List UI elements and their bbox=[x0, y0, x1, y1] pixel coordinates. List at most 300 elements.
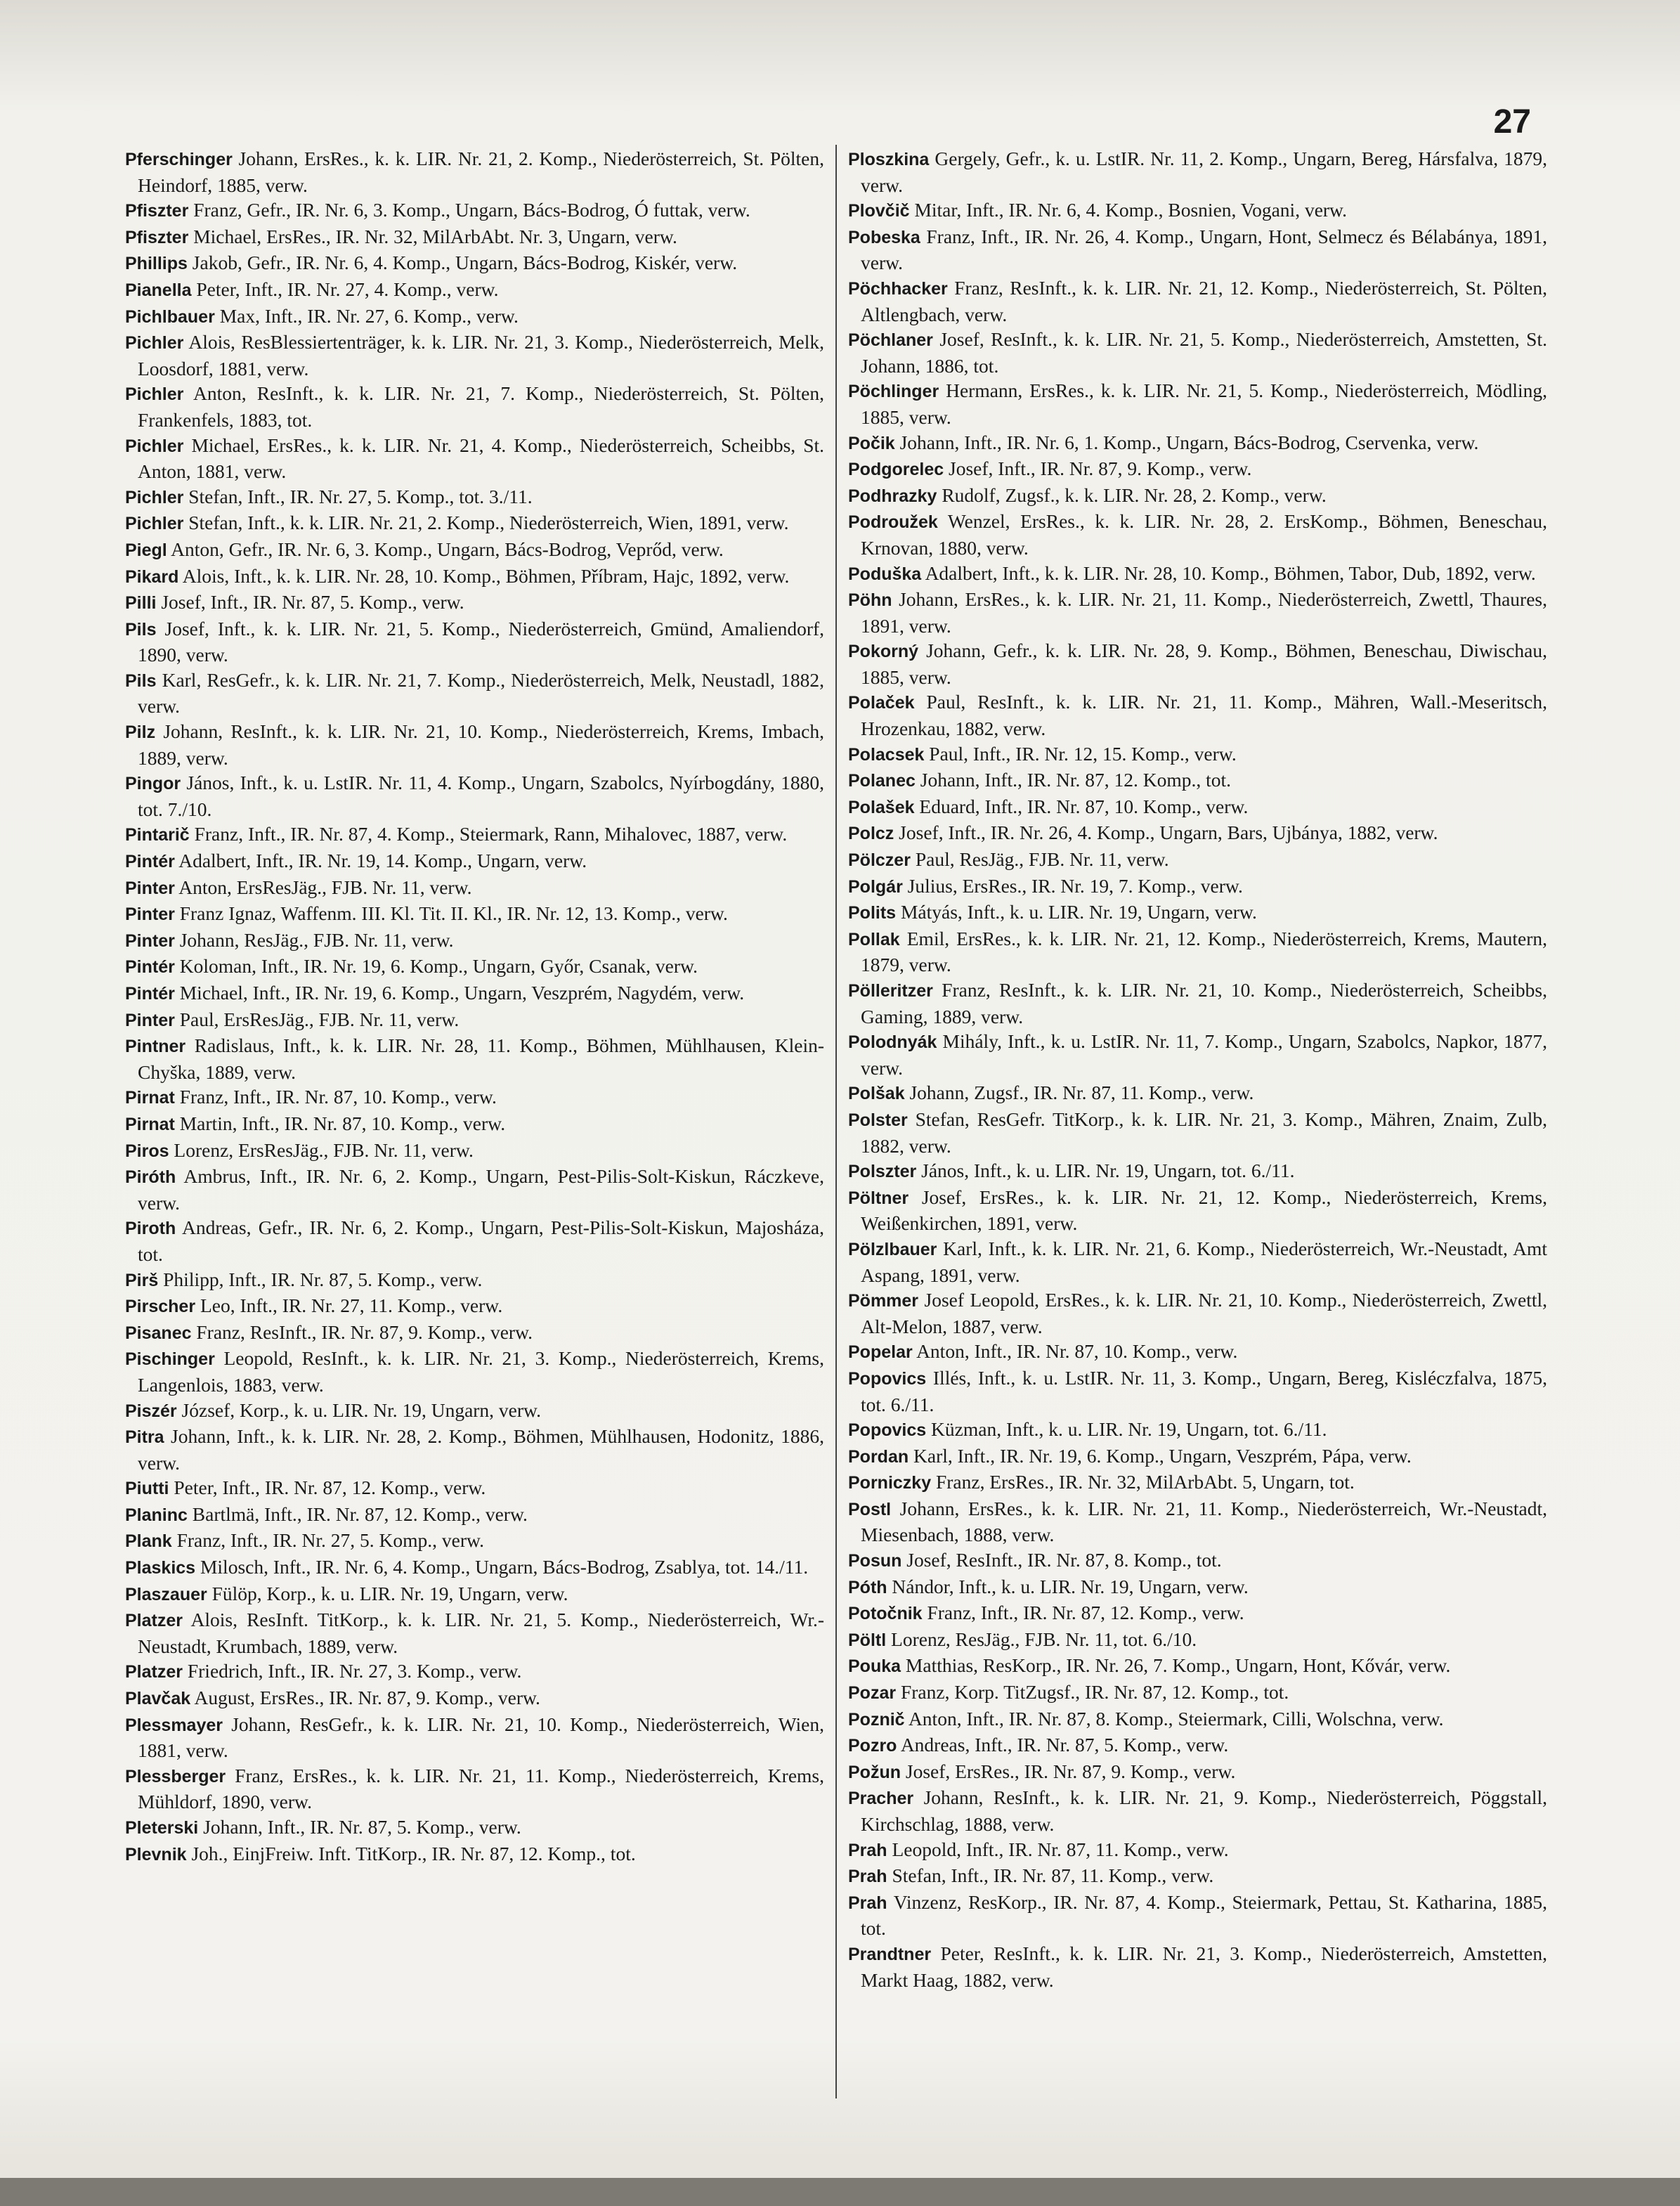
entry-surname: Plevnik bbox=[125, 1844, 187, 1864]
entry-surname: Pianella bbox=[125, 280, 192, 300]
entry-details: Johann, ResInft., k. k. LIR. Nr. 21, 10. Komp., Niederösterreich, Krems, Imbach, 1889, verw. bbox=[138, 720, 825, 769]
list-entry bbox=[125, 954, 824, 980]
entry-surname: Piros bbox=[125, 1141, 169, 1161]
entry-details: Mátyás, Inft., k. u. LIR. Nr. 19, Ungarn, verw. bbox=[900, 901, 1257, 923]
entry-surname: Polster bbox=[848, 1110, 908, 1130]
entry-surname: Plaszauer bbox=[125, 1584, 207, 1604]
entry-details: Stefan, ResGefr. TitKorp., k. k. LIR. Nr. 21, 3. Komp., Mähren, Znaim, Zulb, 1882, verw. bbox=[861, 1108, 1548, 1157]
entry-details: Josef, ErsRes., k. k. LIR. Nr. 21, 12. Komp., Niederösterreich, Krems, Weißenkirchen, 1891, verw. bbox=[861, 1186, 1548, 1235]
list-entry bbox=[125, 1320, 824, 1347]
entry-surname: Polašek bbox=[848, 797, 915, 817]
entry-details: Franz, Gefr., IR. Nr. 6, 3. Komp., Ungarn, Bács-Bodrog, Ó futtak, verw. bbox=[193, 199, 750, 221]
list-entry bbox=[125, 980, 824, 1007]
list-entry bbox=[848, 146, 1547, 197]
entry-details: Franz, Inft., IR. Nr. 26, 4. Komp., Ungarn, Hont, Selmecz és Bélabánya, 1891, verw. bbox=[861, 225, 1548, 274]
entry-details: Andreas, Gefr., IR. Nr. 6, 2. Komp., Ungarn, Pest-Pilis-Solt-Kiskun, Majosháza, tot. bbox=[138, 1216, 824, 1265]
list-entry bbox=[125, 1475, 824, 1502]
entry-surname: Poduška bbox=[848, 564, 922, 584]
list-entry bbox=[125, 1033, 824, 1084]
entry-surname: Piegl bbox=[125, 540, 167, 560]
list-entry bbox=[848, 224, 1547, 275]
list-entry bbox=[848, 926, 1547, 978]
list-entry bbox=[848, 1627, 1547, 1654]
entry-surname: Pils bbox=[125, 670, 157, 691]
entry-surname: Pouka bbox=[848, 1656, 901, 1677]
list-entry bbox=[125, 1502, 824, 1529]
entry-details: Stefan, Inft., k. k. LIR. Nr. 21, 2. Komp., Niederösterreich, Wien, 1891, verw. bbox=[188, 512, 789, 534]
entry-surname: Pömmer bbox=[848, 1291, 919, 1311]
entry-surname: Plavčak bbox=[125, 1689, 191, 1709]
entry-surname: Pichler bbox=[125, 487, 184, 507]
list-entry bbox=[848, 1417, 1547, 1443]
list-entry bbox=[125, 1712, 824, 1763]
entry-details: Josef, ResInft., IR. Nr. 87, 8. Komp., tot. bbox=[906, 1549, 1222, 1571]
list-entry bbox=[125, 719, 824, 770]
entry-details: Mitar, Inft., IR. Nr. 6, 4. Komp., Bosnien, Vogani, verw. bbox=[914, 199, 1348, 221]
entry-details: Franz, ResInft., IR. Nr. 87, 9. Komp., verw. bbox=[196, 1321, 533, 1343]
entry-details: Michael, Inft., IR. Nr. 19, 6. Komp., Ungarn, Veszprém, Nagydém, verw. bbox=[179, 982, 745, 1004]
entry-surname: Pozar bbox=[848, 1683, 897, 1704]
entry-details: Koloman, Inft., IR. Nr. 19, 6. Komp., Ungarn, Győr, Csanak, verw. bbox=[179, 955, 698, 978]
entry-surname: Phillips bbox=[125, 254, 188, 274]
entry-details: Franz, ErsRes., k. k. LIR. Nr. 21, 11. Komp., Niederösterreich, Krems, Mühldorf, 1890, verw. bbox=[138, 1764, 825, 1813]
entry-details: Ambrus, Inft., IR. Nr. 6, 2. Komp., Ungarn, Pest-Pilis-Solt-Kiskun, Ráczkeve, verw. bbox=[138, 1165, 824, 1214]
list-entry bbox=[848, 197, 1547, 224]
list-entry bbox=[125, 381, 824, 432]
entry-details: Jakob, Gefr., IR. Nr. 6, 4. Komp., Ungarn, Bács-Bodrog, Kiskér, verw. bbox=[192, 252, 738, 274]
entry-surname: Plessmayer bbox=[125, 1715, 223, 1735]
list-entry bbox=[125, 1164, 824, 1215]
list-entry bbox=[848, 1600, 1547, 1627]
list-entry bbox=[848, 1548, 1547, 1574]
entry-surname: Prah bbox=[848, 1893, 887, 1913]
list-entry bbox=[125, 537, 824, 564]
list-entry bbox=[848, 587, 1547, 638]
entry-surname: Plaskics bbox=[125, 1558, 196, 1578]
list-entry bbox=[848, 1080, 1547, 1107]
entry-details: Anton, Inft., IR. Nr. 87, 8. Komp., Steiermark, Cilli, Wolschna, verw. bbox=[908, 1707, 1444, 1730]
entry-details: Josef, Inft., IR. Nr. 87, 5. Komp., verw. bbox=[161, 591, 464, 614]
entry-surname: Pirnat bbox=[125, 1114, 175, 1134]
entry-surname: Pichler bbox=[125, 514, 184, 534]
entry-surname: Poznič bbox=[848, 1709, 905, 1730]
entry-surname: Pinter bbox=[125, 930, 175, 951]
entry-surname: Pöhn bbox=[848, 590, 892, 611]
list-entry bbox=[125, 1607, 824, 1659]
entry-details: Johann, ResGefr., k. k. LIR. Nr. 21, 10. Komp., Niederösterreich, Wien, 1881, verw. bbox=[138, 1713, 824, 1762]
list-entry bbox=[848, 1469, 1547, 1496]
entry-details: Leopold, ResInft., k. k. LIR. Nr. 21, 3. Komp., Niederösterreich, Krems, Langenlois, 1883, verw. bbox=[138, 1347, 824, 1396]
list-entry bbox=[848, 820, 1547, 847]
entry-surname: Pichler bbox=[125, 384, 184, 405]
entry-details: Johann, Zugsf., IR. Nr. 87, 11. Komp., verw. bbox=[909, 1082, 1254, 1104]
list-entry bbox=[848, 794, 1547, 821]
list-entry bbox=[848, 1107, 1547, 1158]
list-entry bbox=[125, 1267, 824, 1294]
entry-details: Friedrich, Inft., IR. Nr. 27, 3. Komp., verw. bbox=[187, 1660, 522, 1682]
entry-surname: Pirš bbox=[125, 1270, 159, 1290]
entry-surname: Platzer bbox=[125, 1662, 183, 1682]
column-divider bbox=[835, 145, 837, 2098]
entry-details: Anton, ResInft., k. k. LIR. Nr. 21, 7. Komp., Niederösterreich, St. Pölten, Frankenfels, 1883, tot. bbox=[138, 382, 824, 431]
entry-details: Johann, ErsRes., k. k. LIR. Nr. 21, 2. Komp., Niederösterreich, St. Pölten, Heindorf, 1885, verw. bbox=[138, 148, 824, 196]
list-entry bbox=[125, 197, 824, 224]
list-entry bbox=[848, 378, 1547, 429]
entry-surname: Pozro bbox=[848, 1736, 897, 1756]
entry-surname: Prandtner bbox=[848, 1944, 932, 1964]
list-entry bbox=[125, 304, 824, 330]
page-bottom-edge bbox=[0, 2178, 1680, 2206]
list-entry bbox=[125, 1398, 824, 1425]
entry-details: Franz Ignaz, Waffenm. III. Kl. Tit. II. Kl., IR. Nr. 12, 13. Komp., verw. bbox=[179, 902, 728, 925]
entry-surname: Prah bbox=[848, 1840, 887, 1860]
entry-details: Peter, Inft., IR. Nr. 87, 12. Komp., verw. bbox=[174, 1477, 486, 1499]
entry-details: Paul, ResInft., k. k. LIR. Nr. 21, 11. Komp., Mähren, Wall.-Meseritsch, Hrozenkau, 1882, verw. bbox=[861, 691, 1547, 740]
list-entry bbox=[848, 1785, 1547, 1836]
entry-surname: Podhrazky bbox=[848, 486, 937, 506]
entry-surname: Polits bbox=[848, 903, 897, 923]
entry-details: Johann, ErsRes., k. k. LIR. Nr. 21, 11. Komp., Niederösterreich, Wr.-Neustadt, Miesenbach, 1888, verw. bbox=[861, 1497, 1547, 1546]
list-entry bbox=[125, 1215, 824, 1266]
list-entry bbox=[125, 1111, 824, 1138]
entry-surname: Polcz bbox=[848, 824, 894, 844]
entry-details: Alois, ResBlessiertenträger, k. k. LIR. Nr. 21, 3. Komp., Niederösterreich, Melk, Loosdorf, 1881, verw. bbox=[138, 331, 824, 379]
entry-surname: Popovics bbox=[848, 1368, 927, 1389]
list-entry bbox=[125, 1084, 824, 1111]
entry-details: Franz, ResInft., k. k. LIR. Nr. 21, 10. Komp., Niederösterreich, Scheibbs, Gaming, 1889, verw. bbox=[861, 979, 1547, 1027]
entry-details: Paul, ResJäg., FJB. Nr. 11, verw. bbox=[915, 848, 1169, 871]
entry-details: Paul, Inft., IR. Nr. 12, 15. Komp., verw. bbox=[929, 742, 1237, 765]
list-entry bbox=[848, 638, 1547, 689]
entry-details: Gergely, Gefr., k. u. LstIR. Nr. 11, 2. Komp., Ungarn, Bereg, Hársfalva, 1879, verw. bbox=[861, 148, 1547, 196]
list-entry bbox=[848, 1443, 1547, 1470]
entry-details: Stefan, Inft., IR. Nr. 87, 11. Komp., verw. bbox=[892, 1864, 1214, 1887]
entry-surname: Pracher bbox=[848, 1789, 914, 1809]
list-entry bbox=[848, 275, 1547, 327]
list-entry bbox=[125, 330, 824, 381]
entry-surname: Pintér bbox=[125, 957, 175, 978]
list-entry bbox=[848, 483, 1547, 510]
entry-surname: Póth bbox=[848, 1577, 887, 1597]
entry-surname: Plovčič bbox=[848, 201, 910, 221]
entry-details: Eduard, Inft., IR. Nr. 87, 10. Komp., verw. bbox=[919, 795, 1249, 817]
entry-surname: Postl bbox=[848, 1499, 892, 1519]
list-entry bbox=[125, 590, 824, 616]
entry-surname: Pintér bbox=[125, 852, 175, 872]
list-entry bbox=[125, 668, 824, 719]
entry-details: Peter, Inft., IR. Nr. 27, 4. Komp., verw. bbox=[196, 278, 499, 300]
list-entry bbox=[848, 978, 1547, 1029]
entry-details: Lorenz, ResJäg., FJB. Nr. 11, tot. 6./10. bbox=[891, 1628, 1197, 1650]
entry-surname: Porniczky bbox=[848, 1473, 932, 1493]
list-entry bbox=[125, 1841, 824, 1868]
entry-surname: Pirscher bbox=[125, 1297, 196, 1317]
list-entry bbox=[848, 767, 1547, 794]
entry-surname: Pischinger bbox=[125, 1349, 215, 1370]
entry-surname: Pichlbauer bbox=[125, 306, 215, 327]
entry-details: Martin, Inft., IR. Nr. 87, 10. Komp., verw. bbox=[179, 1112, 506, 1134]
entry-details: Mihály, Inft., k. u. LstIR. Nr. 11, 7. Komp., Ungarn, Szabolcs, Napkor, 1877, verw. bbox=[861, 1030, 1548, 1079]
list-entry bbox=[125, 510, 824, 537]
entry-surname: Pfiszter bbox=[125, 201, 189, 221]
list-entry bbox=[125, 277, 824, 304]
entry-details: Karl, ResGefr., k. k. LIR. Nr. 21, 7. Komp., Niederösterreich, Melk, Neustadl, 1882, verw. bbox=[138, 668, 825, 718]
entry-surname: Piroth bbox=[125, 1219, 176, 1239]
entry-surname: Pinter bbox=[125, 904, 175, 925]
list-entry bbox=[848, 1287, 1547, 1339]
left-column bbox=[125, 146, 824, 1867]
list-entry bbox=[848, 1759, 1547, 1786]
entry-details: Nándor, Inft., k. u. LIR. Nr. 19, Ungarn, verw. bbox=[892, 1575, 1249, 1597]
entry-surname: Pöchlinger bbox=[848, 382, 939, 402]
entry-surname: Polanec bbox=[848, 771, 916, 791]
entry-details: Johann, Gefr., k. k. LIR. Nr. 28, 9. Komp., Böhmen, Beneschau, Diwischau, 1885, verw. bbox=[861, 640, 1547, 688]
list-entry bbox=[125, 433, 824, 484]
entry-surname: Polaček bbox=[848, 693, 915, 713]
entry-details: János, Inft., k. u. LIR. Nr. 19, Ungarn, tot. 6./11. bbox=[921, 1160, 1295, 1182]
list-entry bbox=[125, 1659, 824, 1685]
entry-surname: Pferschinger bbox=[125, 150, 233, 169]
list-entry bbox=[848, 1339, 1547, 1365]
entry-details: Andreas, Inft., IR. Nr. 87, 5. Komp., verw. bbox=[900, 1734, 1229, 1756]
entry-details: Küzman, Inft., k. u. LIR. Nr. 19, Ungarn, tot. 6./11. bbox=[931, 1418, 1327, 1441]
entry-details: Alois, ResInft. TitKorp., k. k. LIR. Nr. 21, 5. Komp., Niederösterreich, Wr.-Neustadt, Krumbach, 1889, verw. bbox=[138, 1609, 824, 1657]
list-entry bbox=[848, 430, 1547, 457]
entry-details: Johann, Inft., IR. Nr. 6, 1. Komp., Ungarn, Bács-Bodrog, Cservenka, verw. bbox=[899, 431, 1479, 453]
list-entry bbox=[848, 1029, 1547, 1080]
entry-surname: Pintner bbox=[125, 1037, 186, 1057]
list-entry bbox=[125, 901, 824, 928]
list-entry bbox=[125, 564, 824, 590]
entry-details: Stefan, Inft., IR. Nr. 27, 5. Komp., tot. 3./11. bbox=[188, 485, 533, 507]
entry-surname: Popovics bbox=[848, 1420, 927, 1441]
list-entry bbox=[848, 1837, 1547, 1864]
list-entry bbox=[848, 561, 1547, 588]
list-entry bbox=[848, 1158, 1547, 1185]
entry-details: Matthias, ResKorp., IR. Nr. 26, 7. Komp., Ungarn, Hont, Kővár, verw. bbox=[905, 1654, 1451, 1677]
entry-surname: Počik bbox=[848, 433, 895, 453]
list-entry bbox=[125, 1763, 824, 1815]
entry-details: Adalbert, Inft., IR. Nr. 19, 14. Komp., Ungarn, verw. bbox=[178, 850, 587, 872]
entry-details: Franz, ResInft., k. k. LIR. Nr. 21, 12. Komp., Niederösterreich, St. Pölten, Altlengbach, verw. bbox=[861, 276, 1547, 325]
entry-surname: Pollak bbox=[848, 929, 900, 949]
list-entry bbox=[125, 484, 824, 511]
entry-surname: Piróth bbox=[125, 1167, 176, 1188]
entry-details: Philipp, Inft., IR. Nr. 87, 5. Komp., verw. bbox=[163, 1268, 483, 1290]
list-entry bbox=[125, 928, 824, 954]
entry-surname: Pordan bbox=[848, 1446, 909, 1467]
entry-surname: Potočnik bbox=[848, 1604, 923, 1624]
list-entry bbox=[848, 741, 1547, 768]
entry-details: Johann, Inft., k. k. LIR. Nr. 28, 2. Komp., Böhmen, Mühlhausen, Hodonitz, 1886, verw. bbox=[138, 1425, 824, 1474]
list-entry bbox=[848, 1653, 1547, 1680]
entry-surname: Ploszkina bbox=[848, 150, 930, 169]
entry-surname: Posun bbox=[848, 1551, 902, 1571]
entry-surname: Popelar bbox=[848, 1342, 913, 1363]
entry-details: József, Korp., k. u. LIR. Nr. 19, Ungarn, verw. bbox=[181, 1399, 541, 1421]
entry-details: Franz, Inft., IR. Nr. 27, 5. Komp., verw. bbox=[176, 1529, 484, 1552]
entry-details: Julius, ErsRes., IR. Nr. 19, 7. Komp., verw. bbox=[907, 874, 1243, 897]
entry-details: Fülöp, Korp., k. u. LIR. Nr. 19, Ungarn, verw. bbox=[211, 1582, 568, 1604]
list-entry bbox=[848, 847, 1547, 874]
entry-surname: Polšak bbox=[848, 1084, 905, 1104]
entry-details: Lorenz, ErsResJäg., FJB. Nr. 11, verw. bbox=[174, 1138, 474, 1161]
entry-details: Johann, Inft., IR. Nr. 87, 12. Komp., tot. bbox=[920, 769, 1232, 791]
list-entry bbox=[125, 1555, 824, 1581]
list-entry bbox=[848, 1732, 1547, 1759]
entry-surname: Piszér bbox=[125, 1401, 177, 1421]
list-entry bbox=[848, 874, 1547, 900]
list-entry bbox=[125, 1685, 824, 1712]
entry-details: Franz, Inft., IR. Nr. 87, 10. Komp., verw. bbox=[179, 1086, 497, 1108]
entry-details: Peter, ResInft., k. k. LIR. Nr. 21, 3. Komp., Niederösterreich, Amstetten, Markt Haag, 1882, verw. bbox=[861, 1942, 1547, 1991]
entry-details: Wenzel, ErsRes., k. k. LIR. Nr. 28, 2. ErsKomp., Böhmen, Beneschau, Krnovan, 1880, verw. bbox=[861, 510, 1547, 559]
entry-details: Milosch, Inft., IR. Nr. 6, 4. Komp., Ungarn, Bács-Bodrog, Zsablya, tot. 14./11. bbox=[200, 1556, 809, 1578]
entry-details: Hermann, ErsRes., k. k. LIR. Nr. 21, 5. Komp., Niederösterreich, Mödling, 1885, verw. bbox=[861, 379, 1547, 428]
entry-details: Johann, ResJäg., FJB. Nr. 11, verw. bbox=[179, 928, 454, 951]
entry-surname: Plank bbox=[125, 1531, 172, 1552]
entry-details: Bartlmä, Inft., IR. Nr. 87, 12. Komp., verw. bbox=[192, 1503, 528, 1525]
entry-details: Anton, Gefr., IR. Nr. 6, 3. Komp., Ungarn, Bács-Bodrog, Veprőd, verw. bbox=[171, 538, 724, 560]
list-entry bbox=[848, 689, 1547, 741]
list-entry bbox=[125, 1815, 824, 1841]
entry-surname: Pikard bbox=[125, 566, 179, 587]
entry-surname: Pfiszter bbox=[125, 227, 189, 247]
list-entry bbox=[125, 848, 824, 875]
list-entry bbox=[848, 1185, 1547, 1236]
list-entry bbox=[125, 1138, 824, 1164]
list-entry bbox=[125, 1424, 824, 1475]
list-entry bbox=[848, 1496, 1547, 1548]
list-entry bbox=[125, 822, 824, 848]
entry-details: Paul, ErsResJäg., FJB. Nr. 11, verw. bbox=[179, 1008, 460, 1030]
entry-surname: Pokorný bbox=[848, 642, 919, 662]
entry-details: Franz, ErsRes., IR. Nr. 32, MilArbAbt. 5, Ungarn, tot. bbox=[935, 1471, 1355, 1493]
list-entry bbox=[848, 1706, 1547, 1733]
entry-surname: Pichler bbox=[125, 436, 184, 456]
entry-surname: Pleterski bbox=[125, 1818, 199, 1838]
entry-details: Anton, ErsResJäg., FJB. Nr. 11, verw. bbox=[178, 876, 472, 898]
entry-surname: Pölleritzer bbox=[848, 981, 933, 1001]
entry-details: Max, Inft., IR. Nr. 27, 6. Komp., verw. bbox=[219, 304, 519, 327]
list-entry bbox=[848, 456, 1547, 483]
entry-details: Josef, Inft., k. k. LIR. Nr. 21, 5. Komp., Niederösterreich, Gmünd, Amaliendorf, 1890, verw. bbox=[138, 617, 825, 666]
entry-surname: Platzer bbox=[125, 1611, 183, 1631]
entry-surname: Pölczer bbox=[848, 850, 911, 871]
entry-details: Josef, Inft., IR. Nr. 26, 4. Komp., Ungarn, Bars, Ujbánya, 1882, verw. bbox=[899, 822, 1438, 844]
entry-surname: Pisanec bbox=[125, 1323, 192, 1343]
entry-details: Franz, Inft., IR. Nr. 87, 4. Komp., Steiermark, Rann, Mihalovec, 1887, verw. bbox=[194, 823, 788, 845]
page-number: 27 bbox=[1493, 103, 1531, 141]
entry-details: Emil, ErsRes., k. k. LIR. Nr. 21, 12. Komp., Niederösterreich, Krems, Mautern, 1879, verw. bbox=[861, 927, 1548, 976]
entry-surname: Pilz bbox=[125, 722, 156, 743]
entry-surname: Pintér bbox=[125, 984, 175, 1004]
entry-surname: Polacsek bbox=[848, 744, 925, 765]
list-entry bbox=[125, 1007, 824, 1034]
entry-details: Karl, Inft., k. k. LIR. Nr. 21, 6. Komp., Niederösterreich, Wr.-Neustadt, Amt Aspang, 1891, verw. bbox=[861, 1237, 1547, 1286]
entry-details: Rudolf, Zugsf., k. k. LIR. Nr. 28, 2. Komp., verw. bbox=[942, 484, 1327, 506]
entry-surname: Pöltner bbox=[848, 1188, 909, 1208]
entry-surname: Plessberger bbox=[125, 1766, 226, 1786]
entry-details: Radislaus, Inft., k. k. LIR. Nr. 28, 11. Komp., Böhmen, Mühlhausen, Klein-Chyška, 1889, verw. bbox=[138, 1034, 824, 1083]
list-entry bbox=[848, 1365, 1547, 1417]
list-entry bbox=[848, 1890, 1547, 1941]
entry-details: Leo, Inft., IR. Nr. 27, 11. Komp., verw. bbox=[200, 1295, 503, 1317]
entry-surname: Pölzlbauer bbox=[848, 1239, 937, 1259]
entry-details: Illés, Inft., k. u. LstIR. Nr. 11, 3. Komp., Ungarn, Bereg, Kisléczfalva, 1875, tot. 6./11. bbox=[861, 1366, 1547, 1415]
entry-details: Franz, Korp. TitZugsf., IR. Nr. 87, 12. Komp., tot. bbox=[900, 1681, 1289, 1704]
entry-details: Joh., EinjFreiw. Inft. TitKorp., IR. Nr. 87, 12. Komp., tot. bbox=[191, 1842, 636, 1864]
entry-surname: Pichler bbox=[125, 333, 184, 353]
list-entry bbox=[848, 900, 1547, 926]
entry-details: Josef Leopold, ErsRes., k. k. LIR. Nr. 21, 10. Komp., Niederösterreich, Zwettl, Alt-Melon, 1887, verw. bbox=[861, 1289, 1547, 1337]
entry-details: Josef, Inft., IR. Nr. 87, 9. Komp., verw. bbox=[949, 458, 1252, 480]
entry-details: Johann, Inft., IR. Nr. 87, 5. Komp., verw. bbox=[203, 1816, 521, 1838]
entry-surname: Podroužek bbox=[848, 512, 938, 533]
entry-surname: Požun bbox=[848, 1762, 901, 1782]
list-entry bbox=[125, 1346, 824, 1397]
entry-details: Alois, Inft., k. k. LIR. Nr. 28, 10. Komp., Böhmen, Příbram, Hajc, 1892, verw. bbox=[182, 564, 790, 587]
entry-surname: Pobeska bbox=[848, 227, 920, 247]
entry-surname: Pitra bbox=[125, 1427, 164, 1448]
entry-surname: Polgár bbox=[848, 876, 903, 897]
entry-surname: Piutti bbox=[125, 1479, 169, 1499]
entry-details: Anton, Inft., IR. Nr. 87, 10. Komp., verw. bbox=[916, 1340, 1238, 1363]
list-entry bbox=[848, 1574, 1547, 1601]
entry-surname: Pirnat bbox=[125, 1088, 175, 1108]
entry-surname: Pilli bbox=[125, 593, 157, 614]
list-entry bbox=[125, 875, 824, 902]
entry-surname: Pinter bbox=[125, 1010, 175, 1030]
right-column bbox=[848, 146, 1547, 1992]
list-entry bbox=[848, 1863, 1547, 1890]
entry-surname: Pingor bbox=[125, 774, 181, 794]
entry-surname: Pintarič bbox=[125, 825, 190, 845]
entry-surname: Polodnyák bbox=[848, 1032, 937, 1053]
entry-surname: Pöchhacker bbox=[848, 278, 948, 299]
entry-details: Vinzenz, ResKorp., IR. Nr. 87, 4. Komp., Steiermark, Pettau, St. Katharina, 1885, tot. bbox=[861, 1890, 1547, 1940]
list-entry bbox=[125, 250, 824, 277]
entry-surname: Planinc bbox=[125, 1505, 188, 1525]
list-entry bbox=[848, 327, 1547, 378]
entry-surname: Podgorelec bbox=[848, 460, 944, 480]
entry-surname: Pöchlaner bbox=[848, 330, 933, 351]
list-entry bbox=[848, 509, 1547, 560]
entry-details: Johann, ErsRes., k. k. LIR. Nr. 21, 11. Komp., Niederösterreich, Zwettl, Thaures, 1891, verw. bbox=[861, 588, 1547, 637]
list-entry bbox=[848, 1941, 1547, 1992]
list-entry bbox=[125, 224, 824, 251]
list-entry bbox=[848, 1680, 1547, 1706]
list-entry bbox=[125, 1581, 824, 1608]
entry-details: Michael, ErsRes., k. k. LIR. Nr. 21, 4. Komp., Niederösterreich, Scheibbs, St. Anton, 1881, verw. bbox=[138, 434, 825, 483]
entry-details: Adalbert, Inft., k. k. LIR. Nr. 28, 10. Komp., Böhmen, Tabor, Dub, 1892, verw. bbox=[925, 562, 1536, 584]
list-entry bbox=[125, 146, 824, 197]
entry-surname: Polszter bbox=[848, 1162, 917, 1182]
entry-details: August, ErsRes., IR. Nr. 87, 9. Komp., verw. bbox=[194, 1687, 540, 1709]
entry-details: Johann, ResInft., k. k. LIR. Nr. 21, 9. Komp., Niederösterreich, Pöggstall, Kirchschlag, 1888, verw. bbox=[861, 1786, 1547, 1835]
entry-surname: Pinter bbox=[125, 878, 175, 898]
entry-details: János, Inft., k. u. LstIR. Nr. 11, 4. Komp., Ungarn, Szabolcs, Nyírbogdány, 1880, tot. 7./10. bbox=[138, 772, 825, 820]
entry-details: Josef, ResInft., k. k. LIR. Nr. 21, 5. Komp., Niederösterreich, Amstetten, St. Johann, 1886, tot. bbox=[861, 328, 1547, 377]
list-entry bbox=[125, 1293, 824, 1320]
entry-surname: Pils bbox=[125, 619, 157, 640]
entry-surname: Pöltl bbox=[848, 1630, 887, 1650]
entry-details: Franz, Inft., IR. Nr. 87, 12. Komp., verw. bbox=[927, 1602, 1244, 1624]
entry-surname: Prah bbox=[848, 1867, 887, 1887]
entry-details: Leopold, Inft., IR. Nr. 87, 11. Komp., verw. bbox=[892, 1838, 1229, 1860]
list-entry bbox=[848, 1236, 1547, 1287]
list-entry bbox=[125, 1528, 824, 1555]
